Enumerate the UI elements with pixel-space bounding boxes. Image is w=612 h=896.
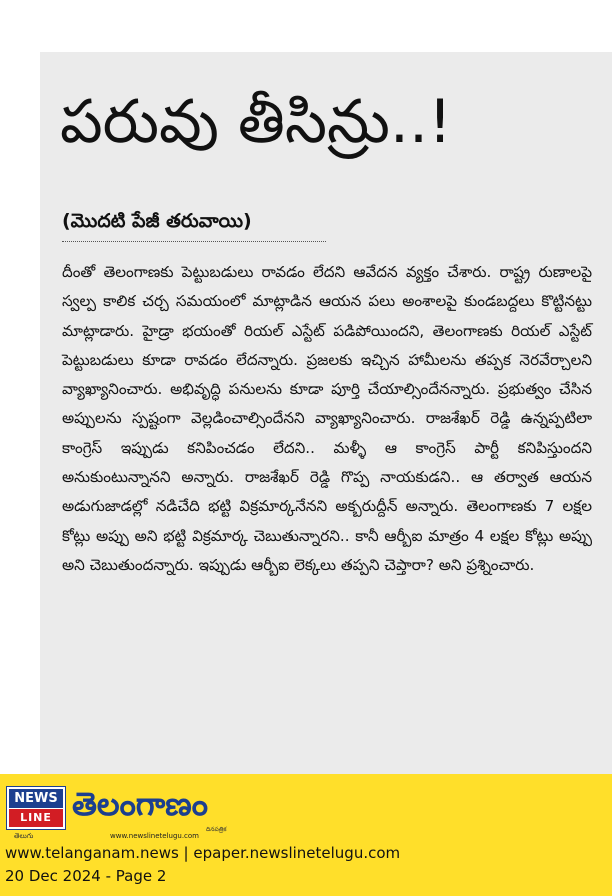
telanganam-logo-tagline: దినపత్రిక [206,826,227,833]
newsline-logo-line: LINE [9,809,63,827]
article-body: దీంతో తెలంగాణకు పెట్టుబడులు రావడం లేదని ఆవేదన వ్యక్తం చేశారు. రాష్ట్ర రుణాలపై స్వల్ప కాలిక చర్చ సమయంలో మాట్లాడిన ఆయన పలు అంశాలపై కుండబద్దలు కొట్టినట్టు మాట్లాడారు. హైడ్రా భయంతో రియల్ ఎస్టేట్ పడిపోయిందని, తెలంగాణకు రియల్ ఎస్టేట్ పెట్టుబడులు కూడా రావడం లేదన్నారు. ప్రజలకు ఇచ్చిన హామీలను తప్పక నెరవేర్చాలని వ్యాఖ్యానించారు. అభివృద్ధి పనులను కూడా పూర్తి చేయాల్సిందేనన్నారు. ప్రభుత్వం చేసిన అప్పులను స్పష్టంగా వెల్లడించాల్సిందేనని వ్యాఖ్యానించారు. రాజశేఖర్ రెడ్డి ఉన్నప్పటిలా కాంగ్రెస్ ఇప్పుడు కనిపించడం లేదని.. మళ్ళీ ఆ కాంగ్రెస్ పార్టీ కనిపిస్తుందని అనుకుంటున్నానని అన్నారు. రాజశేఖర్ రెడ్డి గొప్ప నాయకుడని.. ఆ తర్వాత ఆయన అడుగుజాడల్లో నడిచేది భట్టి విక్రమార్కనేనని అక్బరుద్దీన్ అన్నారు. తెలంగాణకు 7 లక్షల కోట్లు అప్పు అని భట్టి విక్రమార్క చెబుతున్నారని.. కానీ ఆర్బీఐ మాత్రం 4 లక్షల కోట్లు అప్పు అని చెబుతుందన్నారు. ఇప్పుడు ఆర్బీఐ లెక్కలు తప్పని చెప్తారా? అని ప్రశ్నించారు. [62,263,592,574]
footer-banner [0,774,612,896]
telanganam-logo: తెలంగాణం [72,785,208,823]
article-headline: పరువు తీసిన్రు..! [60,87,453,157]
newsline-logo-subtitle: తెలుగు [14,832,34,840]
article-subheadline: (మొదటి పేజీ తరువాయి) [62,210,252,232]
article-clipping [40,52,612,774]
newsline-logo [6,786,66,830]
newsline-logo-news: NEWS [9,789,63,808]
footer-date-page: 20 Dec 2024 - Page 2 [5,867,167,885]
subheadline-divider [62,241,326,242]
footer-websites: www.telanganam.news | epaper.newslinetelugu.com [5,844,401,862]
logo-website: www.newslinetelugu.com [110,832,199,840]
